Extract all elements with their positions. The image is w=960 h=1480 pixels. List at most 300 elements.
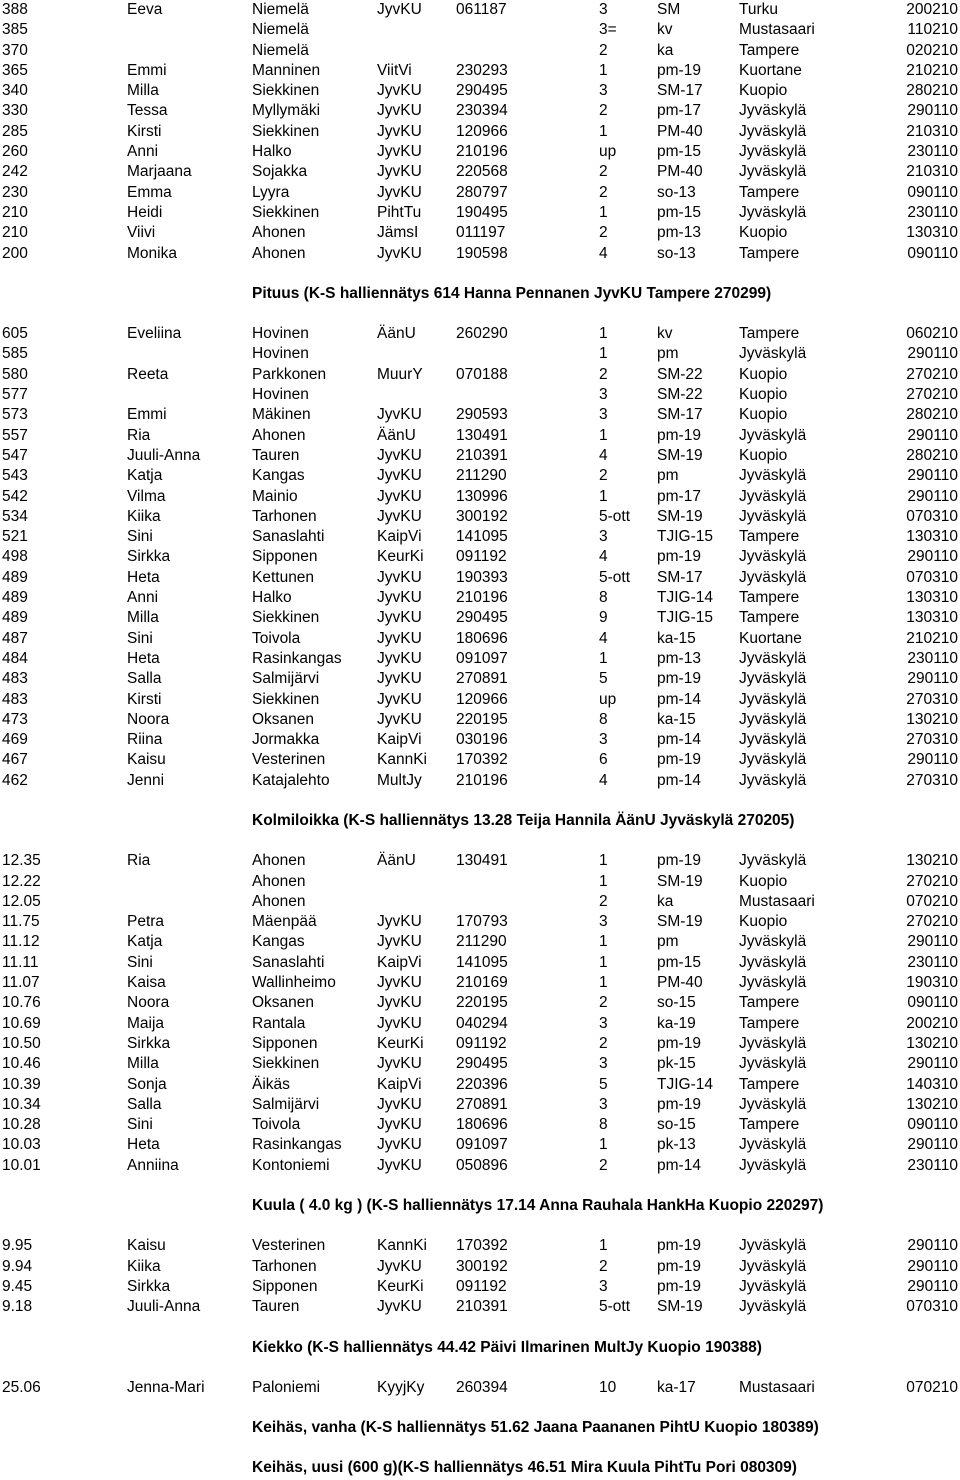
- birth-date-cell: 130491: [456, 426, 508, 444]
- club-cell: JyvKU: [377, 467, 422, 485]
- table-row: [0, 690, 960, 710]
- date-cell: 130210: [906, 852, 958, 870]
- first-name-cell: Anniina: [127, 1156, 179, 1174]
- series-cell: SM-19: [657, 872, 703, 890]
- placing-cell: 3: [599, 528, 608, 546]
- result-cell: 10.46: [2, 1055, 41, 1073]
- last-name-cell: Ahonen: [252, 244, 306, 262]
- date-cell: 290110: [907, 467, 958, 485]
- section: [0, 0, 960, 264]
- result-cell: 11.75: [2, 913, 40, 931]
- table-row: [0, 1075, 960, 1095]
- club-cell: JyvKU: [377, 183, 422, 201]
- last-name-cell: Siekkinen: [252, 690, 320, 708]
- series-cell: pm-19: [657, 852, 701, 870]
- placing-cell: 1: [599, 872, 608, 890]
- club-cell: ÄänU: [377, 426, 416, 444]
- birth-date-cell: 050896: [456, 1156, 508, 1174]
- location-cell: Tampere: [739, 1075, 800, 1093]
- location-cell: Jyväskylä: [739, 751, 807, 769]
- last-name-cell: Ahonen: [252, 224, 306, 242]
- date-cell: 280210: [906, 82, 958, 100]
- placing-cell: 1: [599, 1136, 608, 1154]
- result-cell: 10.28: [2, 1116, 41, 1134]
- series-cell: pm-19: [657, 1277, 701, 1295]
- table-row: [0, 1378, 960, 1398]
- location-cell: Jyväskylä: [739, 974, 807, 992]
- club-cell: KaipVi: [377, 731, 422, 749]
- table-row: [0, 527, 960, 547]
- date-cell: 070310: [906, 568, 958, 586]
- last-name-cell: Paloniemi: [252, 1378, 321, 1396]
- series-cell: pm-19: [657, 670, 701, 688]
- date-cell: 130210: [906, 1095, 958, 1113]
- club-cell: JyvKU: [377, 629, 422, 647]
- birth-date-cell: 290495: [456, 1055, 508, 1073]
- table-row: [0, 466, 960, 486]
- last-name-cell: Mainio: [252, 487, 298, 505]
- first-name-cell: Salla: [127, 1095, 162, 1113]
- date-cell: 270310: [906, 731, 958, 749]
- placing-cell: 1: [599, 61, 608, 79]
- series-cell: pk-13: [657, 1136, 696, 1154]
- location-cell: Jyväskylä: [739, 122, 807, 140]
- location-cell: Jyväskylä: [739, 1055, 807, 1073]
- placing-cell: 4: [599, 244, 608, 262]
- table-row: [0, 507, 960, 527]
- location-cell: Jyväskylä: [739, 143, 807, 161]
- table-row: [0, 162, 960, 182]
- last-name-cell: Rasinkangas: [252, 649, 342, 667]
- result-cell: 10.01: [2, 1156, 41, 1174]
- location-cell: Jyväskylä: [739, 731, 807, 749]
- club-cell: JyvKU: [377, 507, 422, 525]
- club-cell: JyvKU: [377, 102, 422, 120]
- last-name-cell: Myllymäki: [252, 102, 321, 120]
- birth-date-cell: 220195: [456, 710, 508, 728]
- first-name-cell: Riina: [127, 731, 163, 749]
- club-cell: JyvKU: [377, 1257, 422, 1275]
- series-cell: pm-19: [657, 1034, 701, 1052]
- table-row: [0, 385, 960, 405]
- series-cell: pm-19: [657, 1237, 701, 1255]
- series-cell: pm-15: [657, 953, 701, 971]
- first-name-cell: Anni: [127, 589, 159, 607]
- last-name-cell: Siekkinen: [252, 609, 320, 627]
- result-cell: 242: [2, 163, 28, 181]
- result-cell: 9.94: [2, 1257, 33, 1275]
- club-cell: JyvKU: [377, 589, 422, 607]
- table-row: [0, 405, 960, 425]
- last-name-cell: Tauren: [252, 446, 300, 464]
- birth-date-cell: 091097: [456, 1136, 508, 1154]
- table-row: [0, 1277, 960, 1297]
- section: [0, 284, 960, 791]
- first-name-cell: Sini: [127, 953, 153, 971]
- last-name-cell: Tarhonen: [252, 507, 317, 525]
- last-name-cell: Salmijärvi: [252, 670, 320, 688]
- first-name-cell: Jenni: [127, 771, 165, 789]
- location-cell: Mustasaari: [739, 892, 815, 910]
- last-name-cell: Ahonen: [252, 426, 306, 444]
- table-row: [0, 122, 960, 142]
- club-cell: JyvKU: [377, 1298, 422, 1316]
- placing-cell: 1: [599, 426, 608, 444]
- series-cell: pm-19: [657, 1095, 701, 1113]
- date-cell: 130310: [906, 609, 958, 627]
- first-name-cell: Sini: [127, 1116, 153, 1134]
- first-name-cell: Ria: [127, 426, 151, 444]
- club-cell: JyvKU: [377, 1095, 422, 1113]
- series-cell: pm-19: [657, 751, 701, 769]
- placing-cell: 3: [599, 1, 608, 18]
- first-name-cell: Sirkka: [127, 548, 171, 566]
- birth-date-cell: 211290: [456, 933, 507, 951]
- result-cell: 605: [2, 325, 28, 343]
- location-cell: Jyväskylä: [739, 690, 807, 708]
- table-row: [0, 183, 960, 203]
- birth-date-cell: 280797: [456, 183, 508, 201]
- series-cell: TJIG-15: [657, 528, 713, 546]
- first-name-cell: Heidi: [127, 203, 163, 221]
- placing-cell: 4: [599, 771, 608, 789]
- result-cell: 467: [2, 751, 28, 769]
- last-name-cell: Hovinen: [252, 386, 309, 404]
- last-name-cell: Tarhonen: [252, 1257, 317, 1275]
- first-name-cell: Sonja: [127, 1075, 167, 1093]
- date-cell: 290110: [907, 1237, 958, 1255]
- first-name-cell: Noora: [127, 710, 170, 728]
- date-cell: 280210: [906, 446, 958, 464]
- birth-date-cell: 210169: [456, 974, 508, 992]
- table-row: [0, 993, 960, 1013]
- series-cell: TJIG-14: [657, 1075, 713, 1093]
- date-cell: 290110: [907, 548, 958, 566]
- date-cell: 290110: [907, 1136, 958, 1154]
- last-name-cell: Sojakka: [252, 163, 308, 181]
- placing-cell: 3: [599, 1014, 608, 1032]
- date-cell: 270210: [906, 872, 958, 890]
- series-cell: pm-19: [657, 426, 701, 444]
- series-cell: pm-13: [657, 224, 701, 242]
- result-cell: 370: [2, 41, 28, 59]
- table-row: [0, 446, 960, 466]
- date-cell: 290110: [907, 426, 958, 444]
- placing-cell: 3: [599, 913, 608, 931]
- result-cell: 484: [2, 649, 28, 667]
- club-cell: JyvKU: [377, 1116, 422, 1134]
- location-cell: Tampere: [739, 609, 800, 627]
- table-row: [0, 1115, 960, 1135]
- last-name-cell: Niemelä: [252, 21, 309, 39]
- last-name-cell: Vesterinen: [252, 1237, 326, 1255]
- location-cell: Jyväskylä: [739, 1298, 807, 1316]
- table-row: [0, 730, 960, 750]
- first-name-cell: Petra: [127, 913, 165, 931]
- date-cell: 230110: [907, 1156, 958, 1174]
- last-name-cell: Sipponen: [252, 1034, 318, 1052]
- birth-date-cell: 091192: [456, 548, 507, 566]
- table-row: [0, 872, 960, 892]
- location-cell: Kuortane: [739, 61, 802, 79]
- series-cell: pm: [657, 467, 679, 485]
- location-cell: Tampere: [739, 589, 800, 607]
- result-cell: 534: [2, 507, 28, 525]
- date-cell: 070310: [906, 1298, 958, 1316]
- series-cell: PM-40: [657, 122, 703, 140]
- section-heading: Keihäs, uusi (600 g)(K-S halliennätys 46.51 Mira Kuula PihtTu Pori 080309): [252, 1459, 797, 1477]
- result-cell: 12.05: [2, 892, 41, 910]
- birth-date-cell: 290593: [456, 406, 508, 424]
- location-cell: Tampere: [739, 1116, 800, 1134]
- placing-cell: 2: [599, 467, 608, 485]
- location-cell: Tampere: [739, 325, 800, 343]
- series-cell: pm-19: [657, 1257, 701, 1275]
- date-cell: 070210: [906, 1378, 958, 1396]
- result-cell: 11.12: [2, 933, 40, 951]
- location-cell: Jyväskylä: [739, 345, 807, 363]
- last-name-cell: Niemelä: [252, 41, 309, 59]
- date-cell: 290110: [907, 670, 958, 688]
- first-name-cell: Salla: [127, 670, 162, 688]
- first-name-cell: Reeta: [127, 365, 169, 383]
- result-cell: 10.39: [2, 1075, 41, 1093]
- first-name-cell: Eeva: [127, 1, 163, 18]
- birth-date-cell: 070188: [456, 365, 508, 383]
- placing-cell: 3: [599, 386, 608, 404]
- birth-date-cell: 300192: [456, 1257, 508, 1275]
- date-cell: 270210: [906, 386, 958, 404]
- result-cell: 487: [2, 629, 28, 647]
- birth-date-cell: 210196: [456, 771, 508, 789]
- placing-cell: 5-ott: [599, 1298, 631, 1316]
- table-row: [0, 932, 960, 952]
- placing-cell: 5: [599, 670, 608, 688]
- birth-date-cell: 030196: [456, 731, 508, 749]
- table-row: [0, 324, 960, 344]
- club-cell: JyvKU: [377, 568, 422, 586]
- series-cell: pm: [657, 933, 679, 951]
- location-cell: Jyväskylä: [739, 933, 807, 951]
- first-name-cell: Emma: [127, 183, 172, 201]
- club-cell: JyvKU: [377, 1, 422, 18]
- location-cell: Jyväskylä: [739, 203, 807, 221]
- location-cell: Mustasaari: [739, 21, 815, 39]
- result-cell: 260: [2, 143, 28, 161]
- birth-date-cell: 011197: [456, 224, 506, 242]
- last-name-cell: Kettunen: [252, 568, 315, 586]
- series-cell: pm-19: [657, 548, 701, 566]
- location-cell: Kuopio: [739, 406, 788, 424]
- location-cell: Turku: [739, 1, 779, 18]
- series-cell: kv: [657, 325, 673, 343]
- first-name-cell: Marjaana: [127, 163, 192, 181]
- placing-cell: 2: [599, 994, 608, 1012]
- series-cell: SM-17: [657, 568, 703, 586]
- first-name-cell: Juuli-Anna: [127, 446, 201, 464]
- birth-date-cell: 210391: [456, 446, 508, 464]
- placing-cell: 6: [599, 751, 608, 769]
- date-cell: 130310: [906, 224, 958, 242]
- series-cell: pm-13: [657, 649, 701, 667]
- date-cell: 090110: [907, 994, 958, 1012]
- club-cell: JyvKU: [377, 244, 422, 262]
- table-row: [0, 223, 960, 243]
- club-cell: KeurKi: [377, 1034, 424, 1052]
- placing-cell: 1: [599, 953, 608, 971]
- club-cell: JyvKU: [377, 143, 422, 161]
- last-name-cell: Ahonen: [252, 852, 306, 870]
- last-name-cell: Niemelä: [252, 1, 309, 18]
- placing-cell: 2: [599, 1257, 608, 1275]
- series-cell: ka-19: [657, 1014, 696, 1032]
- result-cell: 210: [2, 203, 28, 221]
- result-cell: 210: [2, 224, 28, 242]
- series-cell: pm: [657, 345, 679, 363]
- birth-date-cell: 180696: [456, 629, 508, 647]
- last-name-cell: Ahonen: [252, 892, 306, 910]
- location-cell: Jyväskylä: [739, 953, 807, 971]
- club-cell: JyvKU: [377, 913, 422, 931]
- first-name-cell: Juuli-Anna: [127, 1298, 201, 1316]
- first-name-cell: Ria: [127, 852, 151, 870]
- series-cell: pm-14: [657, 1156, 701, 1174]
- birth-date-cell: 220195: [456, 994, 508, 1012]
- birth-date-cell: 170793: [456, 913, 508, 931]
- series-cell: so-15: [657, 1116, 696, 1134]
- placing-cell: 1: [599, 122, 608, 140]
- result-cell: 365: [2, 61, 28, 79]
- series-cell: pm-17: [657, 102, 701, 120]
- last-name-cell: Vesterinen: [252, 751, 326, 769]
- date-cell: 290110: [907, 345, 958, 363]
- first-name-cell: Kiika: [127, 507, 161, 525]
- table-row: [0, 0, 960, 20]
- placing-cell: 1: [599, 203, 608, 221]
- series-cell: ka: [657, 892, 674, 910]
- birth-date-cell: 211290: [456, 467, 507, 485]
- club-cell: ÄänU: [377, 852, 416, 870]
- club-cell: JyvKU: [377, 82, 422, 100]
- result-cell: 585: [2, 345, 28, 363]
- first-name-cell: Sirkka: [127, 1277, 171, 1295]
- table-row: [0, 912, 960, 932]
- first-name-cell: Sini: [127, 629, 153, 647]
- section-heading: Keihäs, vanha (K-S halliennätys 51.62 Jaana Paananen PihtU Kuopio 180389): [252, 1419, 819, 1437]
- result-cell: 230: [2, 183, 28, 201]
- club-cell: PihtTu: [377, 203, 422, 221]
- club-cell: JyvKU: [377, 1055, 422, 1073]
- location-cell: Tampere: [739, 528, 800, 546]
- table-row: [0, 588, 960, 608]
- location-cell: Jyväskylä: [739, 467, 807, 485]
- birth-date-cell: 290495: [456, 82, 508, 100]
- date-cell: 270310: [906, 771, 958, 789]
- first-name-cell: Anni: [127, 143, 159, 161]
- first-name-cell: Kaisu: [127, 751, 166, 769]
- result-cell: 547: [2, 446, 28, 464]
- result-cell: 489: [2, 609, 28, 627]
- date-cell: 090110: [907, 183, 958, 201]
- birth-date-cell: 180696: [456, 1116, 508, 1134]
- result-cell: 285: [2, 122, 28, 140]
- birth-date-cell: 120966: [456, 690, 508, 708]
- result-cell: 10.03: [2, 1136, 41, 1154]
- placing-cell: 3: [599, 1277, 608, 1295]
- location-cell: Jyväskylä: [739, 670, 807, 688]
- last-name-cell: Halko: [252, 589, 292, 607]
- table-row: [0, 1236, 960, 1256]
- table-row: [0, 81, 960, 101]
- first-name-cell: Kirsti: [127, 122, 162, 140]
- series-cell: ka-15: [657, 629, 696, 647]
- placing-cell: 2: [599, 892, 608, 910]
- last-name-cell: Siekkinen: [252, 203, 320, 221]
- location-cell: Tampere: [739, 41, 800, 59]
- location-cell: Jyväskylä: [739, 507, 807, 525]
- date-cell: 290110: [907, 751, 958, 769]
- birth-date-cell: 210196: [456, 143, 508, 161]
- placing-cell: 2: [599, 1156, 608, 1174]
- series-cell: SM-19: [657, 446, 703, 464]
- birth-date-cell: 220396: [456, 1075, 508, 1093]
- result-cell: 521: [2, 528, 28, 546]
- series-cell: pm-19: [657, 61, 701, 79]
- result-cell: 388: [2, 1, 28, 18]
- series-cell: pm-15: [657, 203, 701, 221]
- first-name-cell: Milla: [127, 609, 159, 627]
- last-name-cell: Salmijärvi: [252, 1095, 320, 1113]
- last-name-cell: Sanaslahti: [252, 953, 325, 971]
- last-name-cell: Hovinen: [252, 345, 309, 363]
- location-cell: Jyväskylä: [739, 1237, 807, 1255]
- section: [0, 1196, 960, 1317]
- birth-date-cell: 040294: [456, 1014, 508, 1032]
- series-cell: ka-17: [657, 1378, 696, 1396]
- result-cell: 543: [2, 467, 28, 485]
- result-cell: 489: [2, 589, 28, 607]
- table-row: [0, 41, 960, 61]
- location-cell: Jyväskylä: [739, 548, 807, 566]
- location-cell: Jyväskylä: [739, 487, 807, 505]
- location-cell: Tampere: [739, 244, 800, 262]
- series-cell: SM-22: [657, 365, 703, 383]
- table-row: [0, 1034, 960, 1054]
- club-cell: JyvKU: [377, 933, 422, 951]
- table-row: [0, 1054, 960, 1074]
- last-name-cell: Hovinen: [252, 325, 309, 343]
- first-name-cell: Kiika: [127, 1257, 161, 1275]
- result-cell: 385: [2, 21, 28, 39]
- date-cell: 190310: [906, 974, 958, 992]
- placing-cell: up: [599, 690, 617, 708]
- birth-date-cell: 190495: [456, 203, 508, 221]
- placing-cell: 1: [599, 345, 608, 363]
- section-heading: Pituus (K-S halliennätys 614 Hanna Pennanen JyvKU Tampere 270299): [252, 284, 772, 302]
- last-name-cell: Manninen: [252, 61, 321, 79]
- date-cell: 230110: [907, 203, 958, 221]
- first-name-cell: Kirsti: [127, 690, 162, 708]
- first-name-cell: Kaisu: [127, 1237, 166, 1255]
- date-cell: 130310: [906, 528, 958, 546]
- birth-date-cell: 091097: [456, 649, 508, 667]
- section: [0, 1338, 960, 1399]
- birth-date-cell: 091192: [456, 1034, 507, 1052]
- series-cell: SM-19: [657, 913, 703, 931]
- date-cell: 210210: [906, 629, 958, 647]
- last-name-cell: Kangas: [252, 467, 305, 485]
- club-cell: KeurKi: [377, 548, 424, 566]
